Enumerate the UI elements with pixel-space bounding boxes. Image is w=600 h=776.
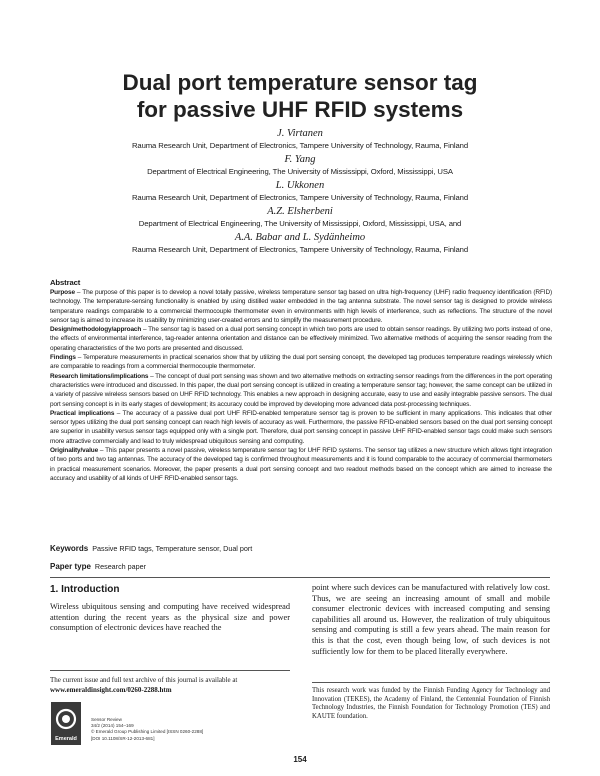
journal-info-line: © Emerald Group Publishing Limited [ISSN 0260-2288]: [91, 729, 204, 735]
keywords: [50, 544, 252, 553]
emerald-logo-icon: [51, 702, 81, 745]
journal-info-line: Sensor Review: [91, 717, 122, 722]
keywords-value: Passive RFID tags, Temperature sensor, Dual port: [92, 544, 253, 553]
keywords-label: Keywords: [50, 544, 89, 553]
abstract-paragraph: [50, 325, 552, 353]
paper-type: [50, 562, 146, 571]
funding-note: This research work was funded by the Finnish Funding Agency for Technology and Innovation (TEKES), the Academy of Finland, the Centennial Foundation of Finnish Technology Industries, the Finnish Foundation for Technology Promotion (TES) and KAUTE foundation.: [312, 687, 550, 720]
footnote-divider: [50, 670, 290, 671]
logo-text: Emerald: [55, 736, 77, 742]
author-list: [20, 125, 580, 255]
abstract-text: – The concept of dual port sensing was shown and two alternative methods on extracting sensor readings from the differences in the port operating characteristics were introduced and discussed. In this paper, the dual port sensing concept is utilized in creating a temperature sensor tag; however, the same concept can be utilized in a variety of passive wireless sensors based on UHF RFID technology. This enables a new approach in designing accurate, easy to use and easily integrable passive sensors. The dual port sensing concept is in its early stages of development; its accuracy could be improved by developing more advanced data post-processing techniques.: [50, 372, 553, 408]
paper-title: [0, 69, 600, 123]
abstract-text: – The accuracy of a passive dual port UHF RFID-enabled temperature sensor tag is proven to be sufficient in many applications. This indicates that other sensor types utilizing the dual port sensing concept can reach high levels of accuracy as well. Furthermore, the passive RFID-enabled sensors based on the dual port sensing concept are superior in usability versus sensor tags equipped only with a single port. Therefore, dual port sensing concept in passive UHF RFID-enabled sensor tags could make such sensors more attractive commercially and lead to truly widespread ubiquitous sensing and computing.: [50, 409, 552, 445]
author-affiliation: Rauma Research Unit, Department of Electronics, Tampere University of Technology, Rauma, Finland: [131, 193, 469, 202]
author-name: F. Yang: [284, 154, 316, 165]
title-line: for passive UHF RFID systems: [136, 97, 464, 122]
abstract-label: Design/methodology/approach: [50, 326, 142, 334]
section-divider: [50, 577, 550, 578]
abstract-text: – The purpose of this paper is to develop a novel totally passive, wireless temperature sensor tag based on ultra high-frequency (UHF) radio frequency identification (RFID) technology. The temperature-sensing functionality is enabled by using distilled water embedded in the tag antenna substrate. The novel sensor tag is designed to provide wireless temperature readings comparable to a commercial thermocouple thermometer even in environments with high levels of interference, such as reflections. The structure of the novel sensor tag is aimed to increase its usability by minimizing user-created errors and to simplify the measurement procedure.: [50, 289, 552, 324]
abstract-text: – Temperature measurements in practical scenarios show that by utilizing the dual port sensing concept, the developed tag produces temperature readings wirelessly which are comparable to readings from a commercial thermocouple thermometer.: [50, 354, 552, 371]
abstract-paragraph: [50, 288, 552, 325]
funding-divider: [312, 682, 550, 683]
abstract-text: – This paper presents a novel passive, wireless temperature sensor tag for UHF RFID systems. The sensor tag utilizes a new structure which allows tight integration of two ports and two tag antennas. The accuracy of the developed tag is confirmed throughout measurements and it is found comparable to the accuracy of commercial thermometers in practical measurement scenarios. Moreover, the paper presents a dual port sensing concept and two readout methods based on the concept which are aimed to increase the accuracy and usability of all kinds of UHF RFID-enabled sensor tags.: [50, 447, 552, 482]
abstract-paragraph: [50, 372, 552, 409]
page-number: 154: [293, 755, 307, 764]
journal-info-line: [DOI 10.1108/SR-12-2013-681]: [91, 735, 155, 741]
archive-note: [50, 675, 290, 695]
author-affiliation: Rauma Research Unit, Department of Electronics, Tampere University of Technology, Rauma, Finland: [131, 141, 469, 150]
author-name: L. Ukkonen: [275, 180, 325, 191]
abstract-paragraph: [50, 353, 552, 372]
abstract-label: Research limitations/implications: [50, 372, 149, 380]
abstract-label: Findings: [50, 354, 76, 362]
paper-type-label: Paper type: [50, 562, 91, 571]
paper-type-value: Research paper: [94, 562, 147, 571]
body-text-left: Wireless ubiquitous sensing and computing have received widespread attention during the recent years as the physical size and power consumption of electronic devices have reached the: [50, 602, 290, 633]
journal-link[interactable]: www.emeraldinsight.com/0260-2288.htm: [50, 686, 172, 694]
author-name: J. Virtanen: [277, 128, 323, 139]
emerald-logo: [51, 702, 81, 745]
archive-text: The current issue and full text archive of this journal is available at: [50, 676, 238, 684]
author-name: A.A. Babar and L. Sydänheimo: [234, 232, 366, 243]
author-affiliation: Rauma Research Unit, Department of Electronics, Tampere University of Technology, Rauma, Finland: [131, 245, 469, 254]
abstract-label: Practical implications: [50, 409, 115, 417]
author-affiliation: Department of Electrical Engineering, The University of Mississippi, Oxford, Mississippi, USA, and: [138, 219, 462, 228]
journal-info: [91, 717, 203, 742]
author-name: A.Z. Elsherbeni: [267, 206, 333, 217]
section-heading: 1. Introduction: [50, 584, 120, 595]
journal-info-line: 34/2 (2014) 154–169: [91, 723, 134, 729]
abstract-label: Originality/value: [50, 447, 99, 455]
abstract-label: Purpose: [50, 289, 75, 296]
body-text-right: point where such devices can be manufactured with relatively low cost. Thus, we are seeing an increasing amount of small and mobile consumer electronic devices with increased computing and sensing capabilities all around us. However, the realization of truly ubiquitous sensing and computing is still a few years ahead. The main reason for this is that the cost, even though being low, of such devices is not sufficiently low for them to be placed literally everywhere.: [312, 583, 550, 656]
abstract: [50, 278, 552, 483]
abstract-text: – The sensor tag is based on a dual port sensing concept in which two ports are used to obtain sensor readings. By utilizing two ports instead of one, the effects of environmental interference, tag-reader antenna orientation and distance can be effectively minimized. Two alternative methods of acquiring the sensor reading from the operating characteristics of the two ports are presented and discussed.: [50, 326, 552, 352]
abstract-paragraph: [50, 409, 552, 446]
abstract-heading: Abstract: [50, 278, 81, 287]
author-affiliation: Department of Electrical Engineering, The University of Mississippi, Oxford, Mississippi, USA: [147, 167, 453, 176]
abstract-paragraph: [50, 446, 552, 483]
title-line: Dual port temperature sensor tag: [122, 70, 478, 95]
